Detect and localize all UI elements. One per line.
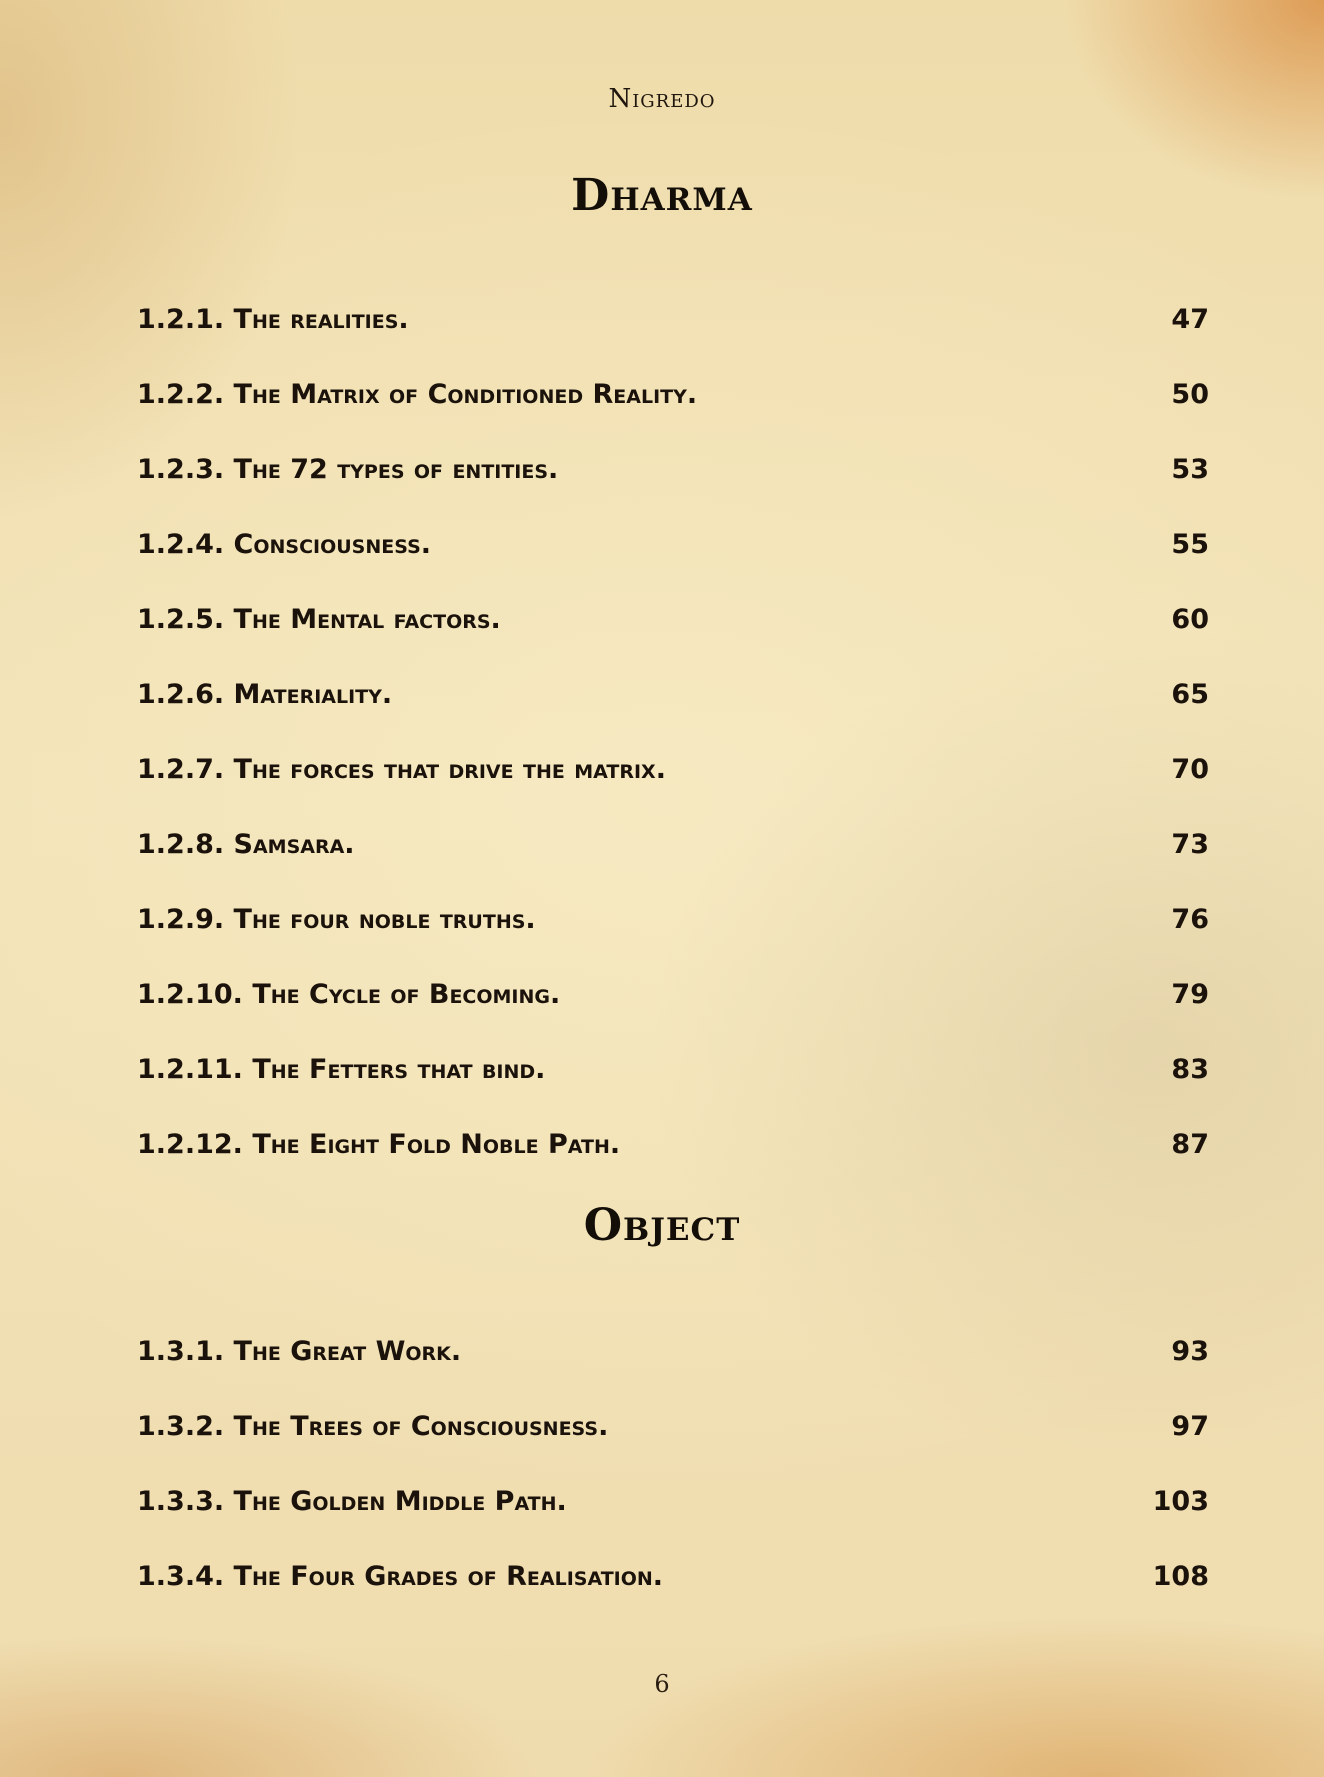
toc-entry-label: 1.2.1. The realities. (137, 303, 409, 335)
toc-entry[interactable] (137, 524, 1209, 564)
toc-entry[interactable] (137, 374, 1209, 414)
toc-entry-label: 1.2.4. Consciousness. (137, 528, 432, 560)
toc-entry[interactable] (137, 1331, 1209, 1371)
toc-entry[interactable] (137, 1124, 1209, 1164)
toc-entry[interactable] (137, 1049, 1209, 1089)
toc-entry[interactable] (137, 1556, 1209, 1596)
toc-entry[interactable] (137, 1406, 1209, 1446)
toc-entry-label: 1.2.8. Samsara. (137, 828, 355, 860)
toc-entry[interactable] (137, 674, 1209, 714)
toc-entry-page: 108 (1152, 1560, 1209, 1592)
toc-entry[interactable] (137, 599, 1209, 639)
toc-entry-page: 83 (1171, 1053, 1209, 1085)
toc-entry-page: 87 (1171, 1128, 1209, 1160)
toc-entry-page: 47 (1171, 303, 1209, 335)
toc-entry-page: 55 (1171, 528, 1209, 560)
toc-entry-label: 1.2.9. The four noble truths. (137, 903, 536, 935)
toc-entry-page: 97 (1171, 1410, 1209, 1442)
toc-entry[interactable] (137, 899, 1209, 939)
toc-entry-label: 1.2.12. The Eight Fold Noble Path. (137, 1128, 621, 1160)
toc-entry-page: 73 (1171, 828, 1209, 860)
toc-entry-page: 60 (1171, 603, 1209, 635)
toc-entry-page: 53 (1171, 453, 1209, 485)
toc-entry-label: 1.3.3. The Golden Middle Path. (137, 1485, 567, 1517)
running-head: Nigredo (608, 84, 716, 114)
toc-entry-label: 1.3.2. The Trees of Consciousness. (137, 1410, 609, 1442)
toc-entry-label: 1.2.5. The Mental factors. (137, 603, 501, 635)
toc-entry-page: 103 (1152, 1485, 1209, 1517)
page-number: 6 (654, 1670, 670, 1698)
toc-entry[interactable] (137, 1481, 1209, 1521)
toc-entry[interactable] (137, 299, 1209, 339)
toc-entry[interactable] (137, 749, 1209, 789)
toc-entry-label: 1.2.11. The Fetters that bind. (137, 1053, 546, 1085)
toc-entry[interactable] (137, 824, 1209, 864)
toc-entry-label: 1.2.10. The Cycle of Becoming. (137, 978, 561, 1010)
toc-entry-label: 1.2.6. Materiality. (137, 678, 393, 710)
toc-entry-page: 79 (1171, 978, 1209, 1010)
toc-entry-page: 93 (1171, 1335, 1209, 1367)
toc-entry-label: 1.3.4. The Four Grades of Realisation. (137, 1560, 664, 1592)
toc-entry-label: 1.3.1. The Great Work. (137, 1335, 462, 1367)
toc-entry[interactable] (137, 449, 1209, 489)
toc-entry-page: 50 (1171, 378, 1209, 410)
section-title-dharma: Dharma (571, 170, 753, 221)
toc-entry-label: 1.2.2. The Matrix of Conditioned Reality. (137, 378, 698, 410)
toc-entry-label: 1.2.3. The 72 types of entities. (137, 453, 559, 485)
toc-entry-page: 76 (1171, 903, 1209, 935)
toc-entry[interactable] (137, 974, 1209, 1014)
toc-entry-page: 65 (1171, 678, 1209, 710)
toc-entry-page: 70 (1171, 753, 1209, 785)
toc-entry-label: 1.2.7. The forces that drive the matrix. (137, 753, 666, 785)
section-title-object: Object (583, 1200, 741, 1251)
